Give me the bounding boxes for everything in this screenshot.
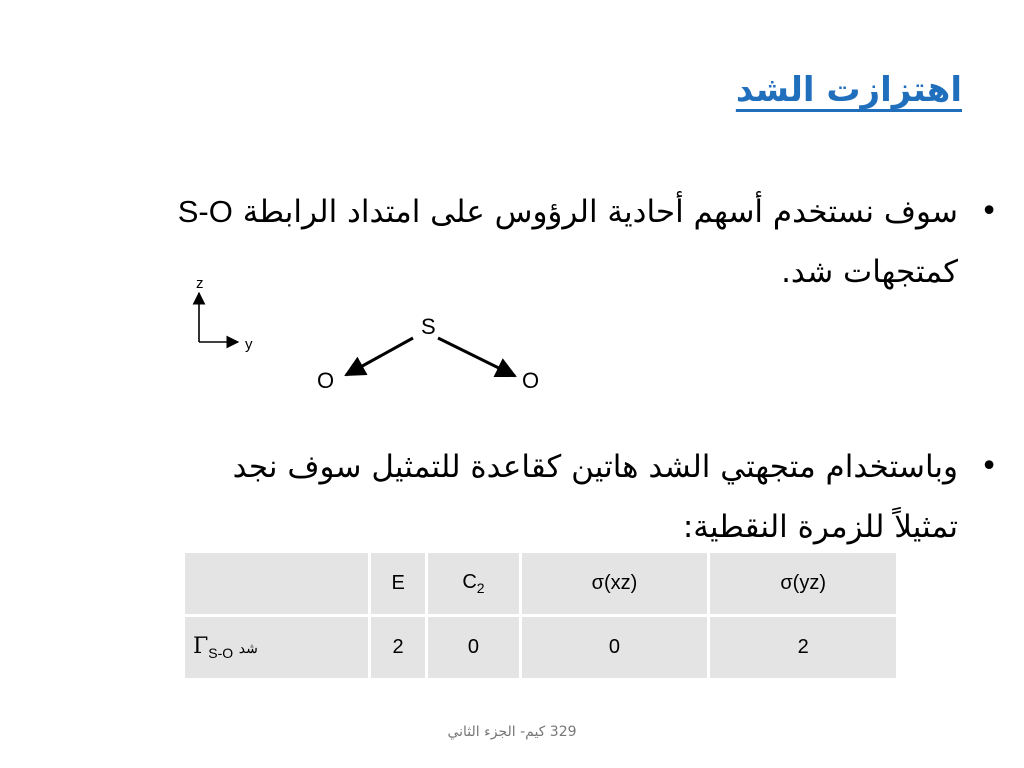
char-sigma-xz: 0: [522, 617, 708, 678]
char-C2: 0: [428, 617, 518, 678]
axis-z-label: z: [196, 275, 204, 292]
atom-o-right: O: [522, 368, 540, 393]
header-E: E: [371, 553, 425, 614]
gamma-symbol: Γ: [193, 634, 209, 659]
gamma-tag: شد: [238, 640, 258, 656]
table-header-row: [185, 553, 896, 614]
bullet-representation: [78, 437, 998, 557]
bullet1-line1-arabic: سوف نستخدم أسهم أحادية الرؤوس على امتداد الرابطة: [242, 194, 958, 230]
bullet-dot: •: [980, 449, 998, 484]
bullet2-line1: وباستخدام متجهتي الشد هاتين كقاعدة للتمثيل سوف نجد: [232, 449, 958, 485]
gamma-label-cell: [185, 617, 368, 678]
header-empty-cell: [185, 553, 368, 614]
char-sigma-yz: 2: [710, 617, 896, 678]
char-E: 2: [371, 617, 425, 678]
header-C2-sub: 2: [476, 580, 485, 596]
axis-y-label: y: [245, 336, 253, 353]
atom-s: S: [421, 314, 436, 339]
header-C2: [428, 553, 518, 614]
axis-icon: [196, 275, 253, 353]
bullet1-line2: كمتجهات شد.: [781, 254, 958, 290]
character-table: [182, 550, 899, 681]
slide-title: اهتزازت الشد: [735, 70, 962, 110]
bullet2-line2: تمثيلاً للزمرة النقطية:: [682, 509, 958, 545]
header-sigma-xz: σ(xz): [522, 553, 708, 614]
stretch-vector-right: [438, 338, 515, 376]
table-row: [185, 617, 896, 678]
atom-o-left: O: [317, 368, 335, 393]
stretch-vector-left: [346, 338, 413, 375]
header-C2-main: C: [462, 571, 477, 593]
slide-footer: 329 كيم- الجزء الثاني: [447, 724, 577, 740]
header-sigma-yz: σ(yz): [710, 553, 896, 614]
bond-label: S-O: [177, 194, 233, 229]
bullet-dot: •: [980, 194, 998, 229]
gamma-subscript: S-O: [208, 645, 234, 661]
